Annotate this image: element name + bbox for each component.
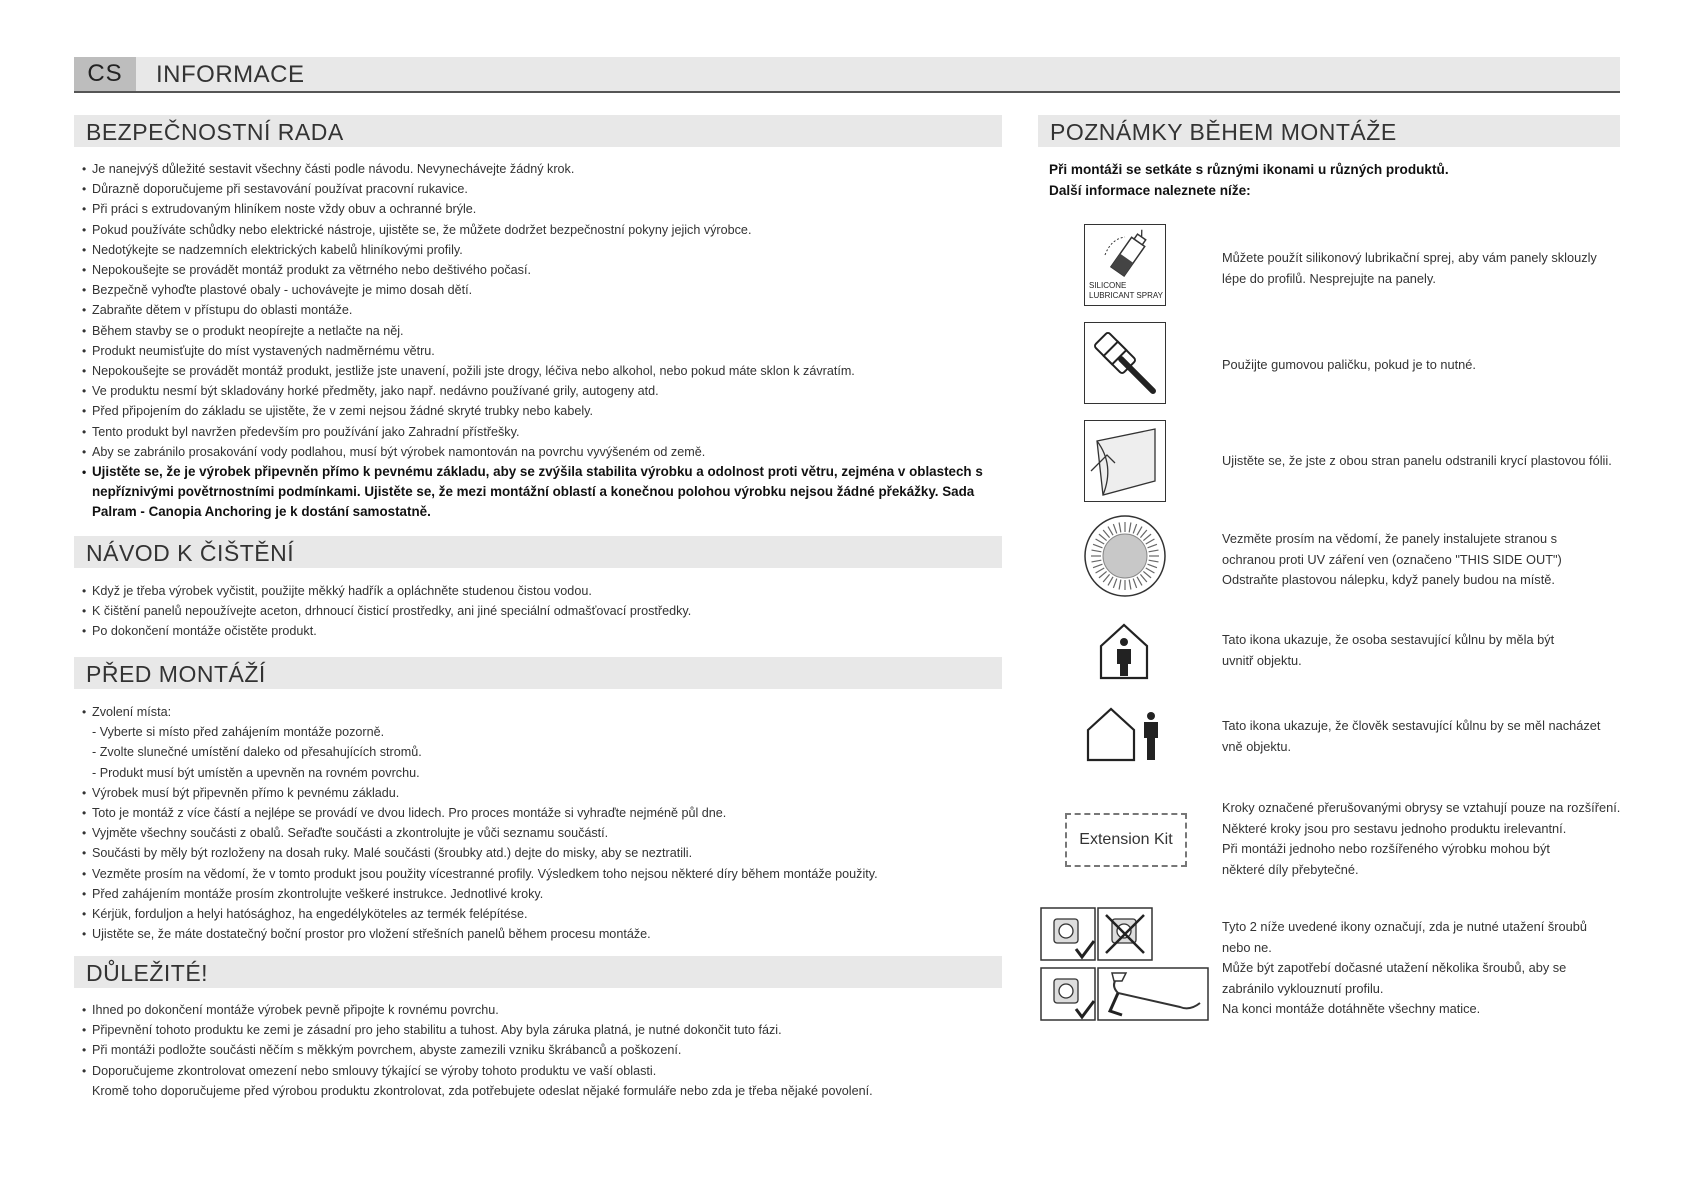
list-item: • Tento produkt byl navržen především pro používání jako Zahradní přístřešky. xyxy=(78,422,998,442)
desc-line: Některé kroky jsou pro sestavu jednoho produktu irelevantní. xyxy=(1222,820,1567,836)
desc-line: Může být zapotřebí dočasné utažení několika šroubů, aby se xyxy=(1222,960,1567,975)
desc-line: Ujistěte se, že jste z obou stran panelu odstranili krycí plastovou fólii. xyxy=(1222,453,1612,468)
safety-heading: BEZPEČNOSTNÍ RADA xyxy=(74,115,1002,147)
list-item: • Když je třeba výrobek vyčistit, použijte měkký hadřík a opláchněte studenou čistou vodou. xyxy=(78,581,998,601)
list-item: • Při montáži podložte součásti něčím s měkkým povrchem, abyste zamezili vzniku škrábanců a poškození. xyxy=(78,1040,998,1060)
desc-line: Vezměte prosím na vědomí, že panely instalujete stranou s xyxy=(1222,531,1558,546)
list-item-bold: • Ujistěte se, že je výrobek připevněn přímo k pevnému základu, aby se zvýšila stabilita výrobku a odolnost proti větru, zejména v oblastech s nepříznivými povětrnostními podmínkami. Ujistěte se, že mezi montážní oblastí a konečnou polohou výrobku nejsou žádné překážky. Sada Palram - Canopia Anchoring je k dostání samostatně. xyxy=(78,462,998,523)
notes-intro xyxy=(1049,159,1449,201)
list-item: • Nepokoušejte se provádět montáž produkt, jestliže jste unavení, požili jste drogy, léčiva nebo alkohol, nebo pokud máte sklon k závratím. xyxy=(78,361,998,381)
list-item: • K čištění panelů nepoužívejte aceton, drhnoucí čisticí prostředky, ani jiné speciální odmašťovací prostředky. xyxy=(78,601,998,621)
desc-line: Tyto 2 níže uvedené ikony označují, zda je nutné utažení šroubů xyxy=(1222,919,1587,934)
list-item: • Po dokončení montáže očistěte produkt. xyxy=(78,621,998,641)
list-item: • Zabraňte dětem v přístupu do oblasti montáže. xyxy=(78,300,998,320)
notes-intro-line2: Další informace naleznete níže: xyxy=(1049,183,1251,198)
person-outside-icon xyxy=(1085,706,1163,767)
desc-line: Na konci montáže dotáhněte všechny matice. xyxy=(1222,1001,1481,1016)
desc-line: Můžete použít silikonový lubrikační sprej, aby vám panely sklouzly xyxy=(1222,250,1597,265)
list-item: • Produkt neumisťujte do míst vystavených nadměrnému větru. xyxy=(78,341,998,361)
desc-line: uvnitř objektu. xyxy=(1222,652,1302,668)
desc-line: ochranou proti UV záření ven (označeno "THIS SIDE OUT") xyxy=(1222,551,1562,567)
uv-side-out-description xyxy=(1222,529,1622,591)
desc-line: Kroky označené přerušovanými obrysy se vztahují pouze na rozšíření. xyxy=(1222,800,1621,815)
important-heading: DŮLEŽITÉ! xyxy=(74,956,1002,988)
person-inside-description xyxy=(1222,630,1622,671)
list-item: • Zvolení místa: xyxy=(78,702,998,722)
person-inside-icon xyxy=(1098,622,1150,685)
list-item: • Součásti by měly být rozloženy na dosah ruky. Malé součásti (šroubky atd.) dejte do misky, aby se neztratili. xyxy=(78,843,998,863)
person-outside-description xyxy=(1222,716,1622,757)
desc-line: Tato ikona ukazuje, že osoba sestavující kůlnu by měla být xyxy=(1222,632,1555,647)
spray-label-line2: LUBRICANT SPRAY xyxy=(1089,291,1163,300)
notes-heading: POZNÁMKY BĚHEM MONTÁŽE xyxy=(1038,115,1620,147)
list-item: • Nepokoušejte se provádět montáž produkt za větrného nebo deštivého počasí. xyxy=(78,260,998,280)
notes-intro-line1: Při montáži se setkáte s různými ikonami u různých produktů. xyxy=(1049,162,1449,177)
list-item: • Před zahájením montáže prosím zkontrolujte veškeré instrukce. Jednotlivé kroky. xyxy=(78,884,998,904)
list-item: • Nedotýkejte se nadzemních elektrických kabelů hliníkovými profily. xyxy=(78,240,998,260)
list-item: • Důrazně doporučujeme při sestavování používat pracovní rukavice. xyxy=(78,179,998,199)
list-item: • Kérjük, fordulјon a helyi hatósághoz, ha engedélyköteles az termék felépítése. xyxy=(78,904,998,924)
list-item: - Zvolte slunečné umístění daleko od přesahujících stromů. xyxy=(92,745,422,760)
desc-line: Odstraňte plastovou nálepku, když panely budou na místě. xyxy=(1222,572,1555,587)
safety-list xyxy=(78,159,998,523)
desc-line: některé díly přebytečné. xyxy=(1222,861,1359,877)
silicone-spray-description xyxy=(1222,248,1622,289)
list-item: • Aby se zabránilo prosakování vody podlahou, musí být výrobek namontován na povrchu vyvýšeném od země. xyxy=(78,442,998,462)
list-item: • Připevnění tohoto produktu ke zemi je zásadní pro jeho stabilitu a tuhost. Aby byla záruka platná, je nutné dokončit tuto fázi. xyxy=(78,1020,998,1040)
list-item: • Ve produktu nesmí být skladovány horké předměty, jako např. nedávno používané grily, autogeny atd. xyxy=(78,381,998,401)
extension-kit-icon: Extension Kit xyxy=(1065,813,1187,867)
list-item: • Toto je montáž z více částí a nejlépe se provádí ve dvou lidech. Pro proces montáže si vyhraďte nejméně půl dne. xyxy=(78,803,998,823)
page-title: INFORMACE xyxy=(156,61,305,88)
before-heading: PŘED MONTÁŽÍ xyxy=(74,657,1002,689)
important-list xyxy=(78,1000,998,1101)
desc-line: Použijte gumovou paličku, pokud je to nutné. xyxy=(1222,357,1476,372)
list-item: • Při práci s extrudovaným hliníkem noste vždy obuv a ochranné brýle. xyxy=(78,199,998,219)
list-item: Kromě toho doporučujeme před výrobou produktu zkontrolovat, zda potřebujete odeslat nějaké formuláře nebo zda je třeba nějaké povolení. xyxy=(92,1083,873,1098)
list-item: • Vezměte prosím na vědomí, že v tomto produkt jsou použity vícestranné profily. Výsledkem toho nejsou některé díry během montáže použity. xyxy=(78,864,998,884)
bolt-tightening-description xyxy=(1222,917,1622,1020)
before-list xyxy=(78,702,998,944)
rubber-mallet-description xyxy=(1222,355,1622,376)
list-item: • Před připojením do základu se ujistěte, že v zemi nejsou žádné skryté trubky nebo kabely. xyxy=(78,401,998,421)
desc-line: vně objektu. xyxy=(1222,738,1292,754)
list-item: • Je nanejvýš důležité sestavit všechny části podle návodu. Nevynechávejte žádný krok. xyxy=(78,159,998,179)
desc-line: zabránilo vyklouznutí profilu. xyxy=(1222,980,1384,996)
spray-label-line1: SILICONE xyxy=(1089,281,1127,290)
peel-film-icon xyxy=(1084,420,1166,502)
list-item: • Ujistěte se, že máte dostatečný boční prostor pro vložení střešních panelů během procesu montáže. xyxy=(78,924,998,944)
rubber-mallet-icon xyxy=(1084,322,1166,404)
list-item: - Vyberte si místo před zahájením montáže pozorně. xyxy=(92,725,385,740)
desc-line: Tato ikona ukazuje, že člověk sestavující kůlnu by se měl nacházet xyxy=(1222,718,1601,733)
header-bar xyxy=(74,57,1620,93)
list-item: • Během stavby se o produkt neopírejte a netlačte na něj. xyxy=(78,321,998,341)
bolt-tightening-icon xyxy=(1040,907,1210,1026)
list-item: • Ihned po dokončení montáže výrobek pevně připojte k rovnému povrchu. xyxy=(78,1000,998,1020)
spray-label xyxy=(1089,281,1163,301)
list-item: • Doporučujeme zkontrolovat omezení nebo smlouvy týkající se výroby tohoto produktu ve vaší oblasti. xyxy=(78,1061,998,1081)
desc-line: lépe do profilů. Nesprejujte na panely. xyxy=(1222,270,1436,286)
extension-kit-description xyxy=(1222,798,1622,880)
cleaning-list xyxy=(78,581,998,642)
list-item: - Produkt musí být umístěn a upevněn na rovném povrchu. xyxy=(92,765,420,780)
peel-film-description xyxy=(1222,451,1622,472)
list-item: • Výrobek musí být připevněn přímo k pevnému základu. xyxy=(78,783,998,803)
language-code: CS xyxy=(74,57,136,91)
cleaning-heading: NÁVOD K ČIŠTĚNÍ xyxy=(74,536,1002,568)
silicone-spray-icon xyxy=(1084,224,1166,306)
list-item: • Bezpečně vyhoďte plastové obaly - uchovávejte je mimo dosah dětí. xyxy=(78,280,998,300)
desc-line: Při montáži jednoho nebo rozšířeného výrobku mohou být xyxy=(1222,841,1550,856)
desc-line: nebo ne. xyxy=(1222,939,1272,955)
list-item: • Vyjměte všechny součásti z obalů. Seřaďte součásti a zkontrolujte je vůči seznamu součástí. xyxy=(78,823,998,843)
uv-side-out-icon xyxy=(1083,514,1167,603)
list-item: • Pokud používáte schůdky nebo elektrické nástroje, ujistěte se, že můžete dodržet bezpečnostní pokyny jejich výrobce. xyxy=(78,220,998,240)
